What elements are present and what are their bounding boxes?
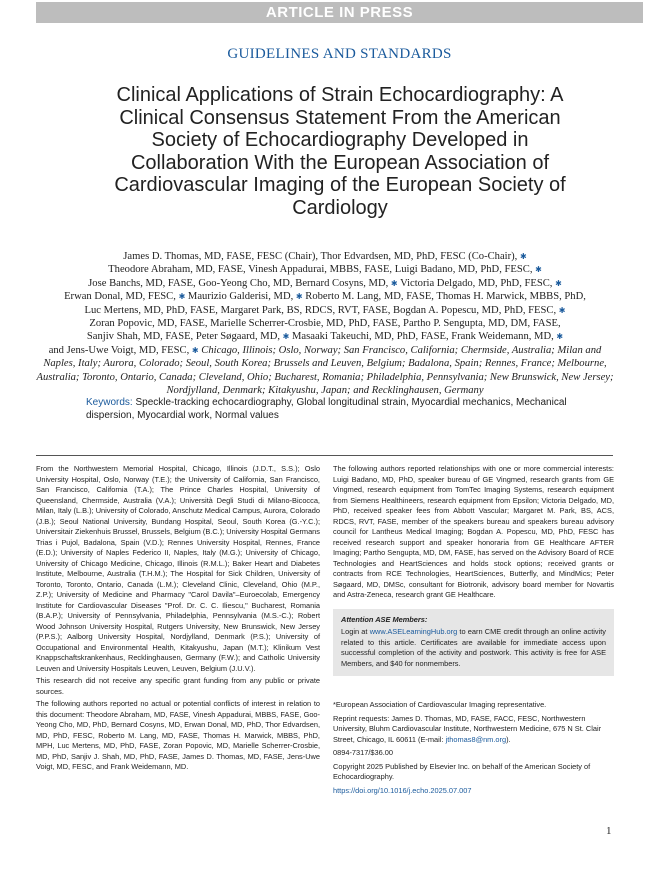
article-title: Clinical Applications of Strain Echocardiography: A Clinical Consensus Statement From the American Society of Echocardiography Developed in Collaboration With the European Association of Cardiovascular Imaging of the European Society of Cardiology [114, 84, 566, 219]
ase-box-text [341, 627, 606, 669]
author-line: Roberto M. Lang, MD, FASE, Thomas H. Marwick, MBBS, PhD, [305, 291, 586, 303]
funding-paragraph: This research did not receive any specific grant funding from any public or private sources. [36, 676, 320, 696]
relationships-paragraph: The following authors reported relationships with one or more commercial interests: Luigi Badano, MD, PhD, speaker bureau of GE Vingmed, research grants from GE Vingmed, research equipment from TomTec Imaging Systems, research equipment from Siemens Healthineers, research equipment from Epsilon; Victoria Delgado, MD, PhD, received speaker fees from Abbott Vascular; Margaret M. Park, BS, ACS, RDCS, RVT, FASE, member of the speakers bureau and speakers bureau advisory council for Lantheus Medical Imaging; Bogdan A. Popescu, MD, PhD, FESC has received research support and speaker honoraria from GE Healthcare AFTER Imaging; Partho Sengupta, MD, DM, FASE, has served on the Advisory Board of RCE Technologies and HeartSciences and holds stock options; received grants or contracts from RCE Technologies, HeartSciences, Butterfly, and MindMics; Peter Søgaard, MD, DMSc, consultant for Biotronik, advisory board member for Novartis and Astra-Zeneca, research grant GE Healthcare. [333, 464, 614, 599]
author-line: James D. Thomas, MD, FASE, FESC (Chair), Thor Edvardsen, MD, PhD, FESC (Co-Chair), [123, 251, 518, 262]
asterisk-icon: ✱ [535, 265, 542, 275]
eacvi-footnote [333, 700, 614, 711]
keywords-text: Speckle-tracking echocardiography, Global longitudinal strain, Myocardial mechanics, Mechanical dispersion, Myocardial work, Normal values [86, 397, 567, 421]
author-line: Zoran Popovic, MD, FASE, Marielle Scherrer-Crosbie, MD, PhD, FASE, Partho P. Sengupta, MD, DM, FASE, [89, 318, 561, 330]
author-line: Jose Banchs, MD, FASE, Goo-Yeong Cho, MD, Bernard Cosyns, MD, [88, 277, 389, 289]
asterisk-icon: ✱ [295, 292, 303, 302]
article-in-press-banner: ARTICLE IN PRESS [36, 2, 643, 23]
author-line: Theodore Abraham, MD, FASE, Vinesh Appadurai, MBBS, FASE, Luigi Badano, MD, PhD, FESC, [108, 264, 533, 276]
reprint-text: Reprint requests: James D. Thomas, MD, FASE, FACC, FESC, Northwestern University, Bluhm Cardiovascular Institute, Northwestern Medicine, 675 N St. Clair Street, Chicago, IL 60611 (E-mail: [333, 713, 602, 744]
copyright: Copyright 2025 Published by Elsevier Inc. on behalf of the American Society of Echocardiography. [333, 761, 591, 781]
asterisk-icon: ✱ [555, 278, 562, 288]
author-affiliations: Chicago, Illinois; Oslo, Norway; San Francisco, California; Chermside, Australia; Milan and Naples, Italy; Aurora, Colorado; Seoul, South Korea; Brussels and Leuven, Belgium; Badalona, Spain; Rennes, France; Melbourne, Australia; Toronto, Ontario, Canada; Cleveland, Ohio; Bucharest, Romania; Philadelphia, Pennsylvania; New Brunswick, New Jersey; Nordjylland, Denmark; Kitakyushu, Japan; and Recklinghausen, Germany [36, 344, 614, 397]
page-number: 1 [606, 825, 612, 837]
keywords [86, 396, 606, 422]
asterisk-icon: * [333, 700, 336, 709]
author-line: Erwan Donal, MD, FESC, [64, 291, 176, 303]
reprint-requests [333, 714, 614, 746]
author-line: Victoria Delgado, MD, PhD, FESC, [400, 277, 553, 289]
ase-text-after: to earn CME credit through an online activity related to this article. Certificates are available for immediate access upon successful completion of the activity and postwork. This activity is free for ASE Members, and $40 for nonmembers. [341, 627, 606, 668]
ase-box-title: Attention ASE Members: [341, 614, 428, 624]
ase-text-before: Login at [341, 627, 368, 636]
footnotes [333, 700, 614, 796]
asterisk-icon: ✱ [390, 278, 398, 288]
asterisk-icon: ✱ [558, 305, 566, 315]
ase-members-box [333, 609, 614, 677]
asterisk-icon: ✱ [282, 332, 290, 342]
author-line: Masaaki Takeuchi, MD, PhD, FASE, Frank Weidemann, MD, [292, 331, 554, 343]
issn: 0894-7317/$36.00 [333, 748, 394, 757]
left-column [36, 464, 320, 775]
asterisk-icon: ✱ [556, 332, 564, 342]
eacvi-footnote-text: European Association of Cardiovascular Imaging representative. [335, 700, 547, 709]
author-line: and Jens-Uwe Voigt, MD, FESC, [48, 344, 190, 356]
right-column [333, 464, 614, 799]
asterisk-icon: ✱ [519, 252, 527, 261]
reprint-email-link[interactable]: jthomas8@nm.org [445, 734, 507, 744]
section-divider [36, 455, 613, 456]
asterisk-icon: ✱ [191, 345, 199, 355]
author-line: Sanjiv Shah, MD, FASE, Peter Søgaard, MD, [86, 331, 280, 343]
doi-link[interactable]: https://doi.org/10.1016/j.echo.2025.07.007 [333, 785, 472, 795]
asterisk-icon: ✱ [178, 292, 186, 302]
reprint-closing: ). [506, 734, 511, 744]
section-heading: GUIDELINES AND STANDARDS [227, 46, 452, 62]
ase-learning-hub-link[interactable]: www.ASELearningHub.org [369, 627, 458, 636]
author-line: Luc Mertens, MD, PhD, FASE, Margaret Park, BS, RDCS, RVT, FASE, Bogdan A. Popescu, MD, PhD, FESC, [84, 304, 557, 316]
keywords-label: Keywords: [86, 397, 133, 408]
author-block [36, 250, 614, 397]
institutions-paragraph: From the Northwestern Memorial Hospital, Chicago, Illinois (J.D.T., S.S.); Oslo University Hospital, Oslo, Norway (T.E.); the University of California, San Francisco, San Francisco, California (T.A.); The Prince Charles Hospital, University of Queensland, Chermside, Australia (V.A.); Università Degli Studi di Milano-Bicocca, Milan, Italy (L.B.); University of Colorado, Anschutz Medical Campus, Aurora, Colorado (J.B.); Seoul National University, Bundang Hospital, Seoul, South Korea (G.-Y.C.); Universitair Ziekenhuis Brussel, Brussels, Belgium (B.C.); University Hospital Germans Trias i Pujol, Badalona, Spain (V.D.); Rennes University Hospital, Rennes, France (E.D.); University of Naples Federico II, Naples, Italy (M.G.); University of Chicago, University of Chicago Medicine, Chicago, Illinois (R.M.L.); Baker Heart and Diabetes Institute, Melbourne, Australia (T.H.M.); The Hospital for Sick Children, University of Toronto, Toronto, Ontario, Canada (L.M.); Cleveland Clinic, Cleveland, Ohio (M.P., Z.P.); University of Medicine and Pharmacy "Carol Davila"–Euroecolab, Emergency Institute for Cardiovascular Diseases "Prof. Dr. C. C. Iliescu," Bucharest, Romania (B.A.P.); University of Pennsylvania, Philadelphia, Pennsylvania (M.S.-C.); Robert Wood Johnson University Hospital, Rutgers University, New Brunswick, New Jersey (P.P.S.); Aalborg University Hospital, Nordjylland, Denmark (P.S.); University of Occupational and Environmental Health, Kitakyushu, Japan (M.T.); Klinikum Vest Knappschaftskrankenhaus, Recklinghausen, Germany (F.W.); and Catholic University Leuven and University Hospitals Leuven, Leuven, Belgium (J.U.V.). [36, 464, 320, 673]
no-conflict-paragraph: The following authors reported no actual or potential conflicts of interest in relation to this document: Theodore Abraham, MD, FASE, Vinesh Appadurai, MBBS, FASE, Goo-Yeong Cho, MD, PhD, Bernard Cosyns, MD, Erwan Donal, MD, PhD, Thor Edvardsen, MD, PhD, FESC, Roberto M. Lang, MD, FASE, Thomas H. Marwick, MBBS, PhD, MPH, Luc Mertens, MD, PhD, FASE, Zoran Popovic, MD, Marielle Scherrer-Crosbie, MD, PhD, Sanjiv J. Shah, MD, PhD, FASE, James D. Thomas, MD, FASE, Jens-Uwe Voigt, MD, FESC, and Frank Weidemann, MD. [36, 699, 320, 771]
author-line: Maurizio Galderisi, MD, [187, 291, 294, 303]
